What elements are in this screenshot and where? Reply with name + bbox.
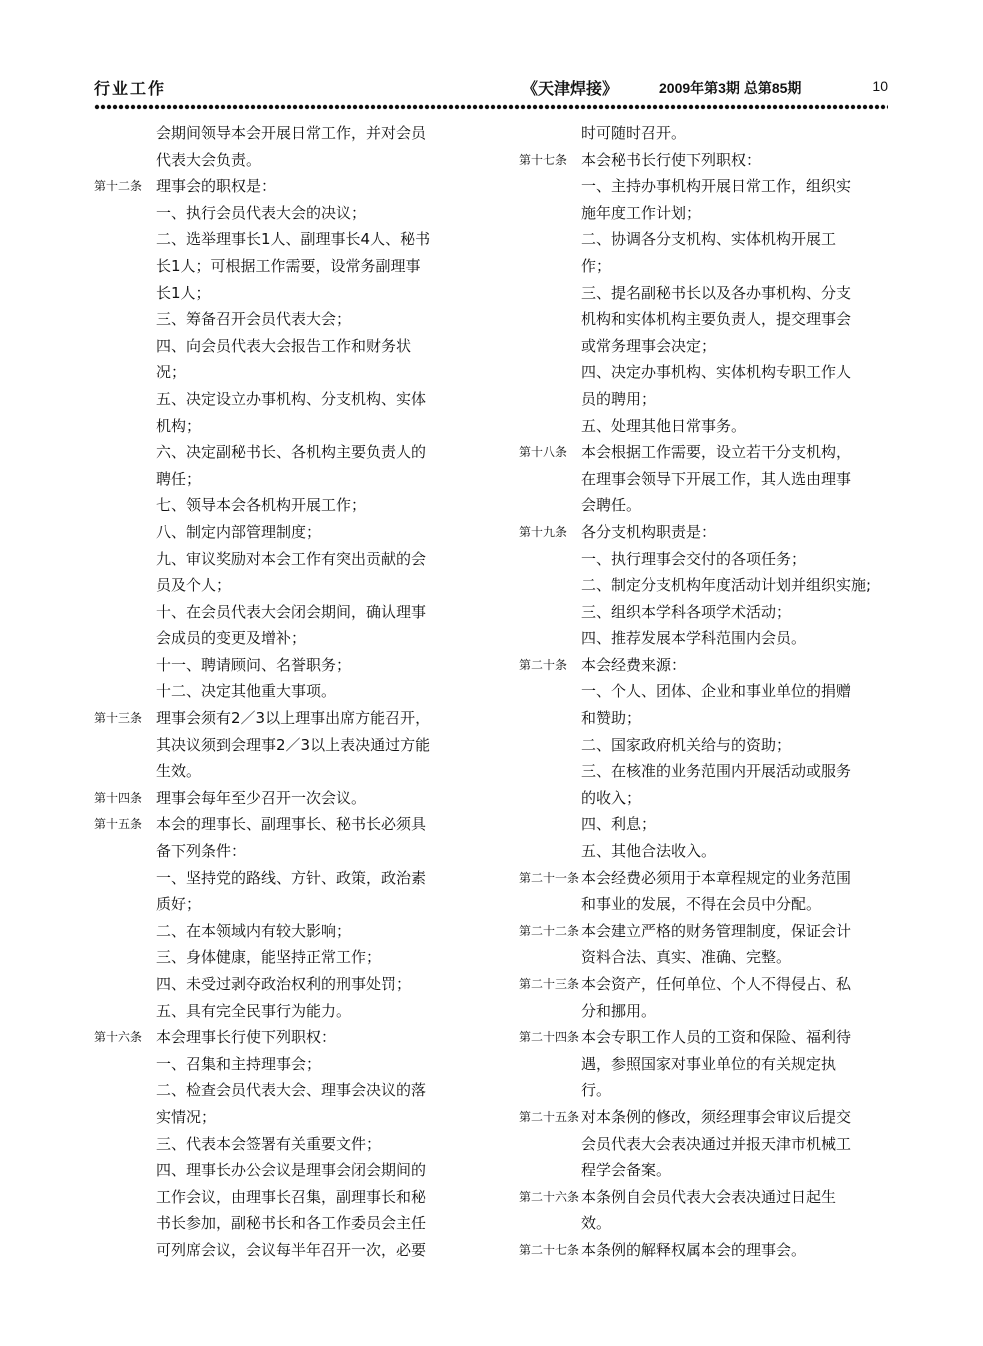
text-line xyxy=(519,599,899,626)
article-text: 员的聘用； xyxy=(581,389,657,408)
article-text: 理事会每年至少召开一次会议。 xyxy=(156,788,367,807)
text-line xyxy=(94,811,474,838)
article-text: 本会经费来源： xyxy=(581,655,687,674)
article-text: 本条例自会员代表大会表决通过日起生 xyxy=(581,1187,837,1206)
article-text: 会成员的变更及增补； xyxy=(156,629,307,648)
article-text: 理事会的职权是： xyxy=(156,177,277,196)
article-text: 四、向会员代表大会报告工作和财务状 xyxy=(156,336,412,355)
article-text: 效。 xyxy=(581,1214,612,1233)
text-line xyxy=(94,944,474,971)
text-line xyxy=(519,1184,899,1211)
article-text: 本会根据工作需要，设立若干分支机构， xyxy=(581,443,852,462)
article-text: 分和挪用。 xyxy=(581,1001,657,1020)
article-text: 本会建立严格的财务管理制度，保证会计 xyxy=(581,921,852,940)
text-line xyxy=(519,1131,899,1158)
article-text: 二、选举理事长1人、副理事长4人、秘书 xyxy=(156,230,431,249)
text-line xyxy=(94,705,474,732)
article-text: 二、协调各分支机构、实体机构开展工 xyxy=(581,230,837,249)
article-number: 第二十条 xyxy=(519,657,568,672)
text-line xyxy=(94,147,474,174)
article-number: 第二十五条 xyxy=(519,1109,580,1124)
article-text: 五、其他合法收入。 xyxy=(581,842,717,861)
text-line xyxy=(519,333,899,360)
article-text: 机构； xyxy=(156,416,202,435)
section-title: 行业工作 xyxy=(94,79,167,98)
text-line xyxy=(94,546,474,573)
article-text: 长1人；可根据工作需要，设常务副理事 xyxy=(156,256,421,275)
article-text: 机构和实体机构主要负责人，提交理事会 xyxy=(581,310,852,329)
text-line xyxy=(519,546,899,573)
article-text: 和事业的发展，不得在会员中分配。 xyxy=(581,895,822,914)
article-text: 二、制定分支机构年度活动计划并组织实施; xyxy=(581,576,872,595)
text-line xyxy=(94,998,474,1025)
article-text: 六、决定副秘书长、各机构主要负责人的 xyxy=(156,443,427,462)
text-line xyxy=(94,1157,474,1184)
text-line xyxy=(519,705,899,732)
text-line xyxy=(519,758,899,785)
article-text: 行。 xyxy=(581,1081,612,1100)
text-line xyxy=(94,413,474,440)
text-line xyxy=(94,1131,474,1158)
text-line xyxy=(94,439,474,466)
article-text: 九、审议奖励对本会工作有突出贡献的会 xyxy=(156,549,427,568)
article-text: 四、未受过剥夺政治权利的刑事处罚； xyxy=(156,975,412,993)
text-line xyxy=(519,1104,899,1131)
article-number: 第十七条 xyxy=(519,152,568,167)
text-line xyxy=(519,971,899,998)
article-text: 工作会议，由理事长召集，副理事长和秘 xyxy=(156,1187,427,1206)
text-line xyxy=(94,173,474,200)
article-text: 本会经费必须用于本章程规定的业务范围 xyxy=(581,868,852,887)
article-text: 三、提名副秘书长以及各办事机构、分支 xyxy=(581,283,852,302)
text-line xyxy=(519,280,899,307)
text-line xyxy=(519,1077,899,1104)
article-number: 第二十二条 xyxy=(519,923,580,938)
text-line xyxy=(94,386,474,413)
text-line xyxy=(94,466,474,493)
article-text: 备下列条件： xyxy=(156,842,247,861)
text-line xyxy=(94,599,474,626)
text-line xyxy=(519,1024,899,1051)
article-text: 五、具有完全民事行为能力。 xyxy=(156,1001,352,1020)
text-line xyxy=(519,386,899,413)
text-line xyxy=(519,785,899,812)
article-text: 理事会须有2／3以上理事出席方能召开， xyxy=(156,709,431,728)
text-line xyxy=(94,1237,474,1264)
text-line xyxy=(519,492,899,519)
text-line xyxy=(94,758,474,785)
article-text: 代表大会负责。 xyxy=(156,150,262,169)
text-line xyxy=(94,253,474,280)
text-line xyxy=(519,253,899,280)
text-line xyxy=(94,200,474,227)
text-line xyxy=(519,1237,899,1264)
text-line xyxy=(94,359,474,386)
article-text: 十一、聘请顾问、名誉职务； xyxy=(156,655,352,674)
article-text: 对本条例的修改，须经理事会审议后提交 xyxy=(581,1107,852,1126)
text-line xyxy=(94,1077,474,1104)
article-text: 二、检查会员代表大会、理事会决议的落 xyxy=(156,1081,427,1100)
text-line xyxy=(519,519,899,546)
text-line xyxy=(94,865,474,892)
text-line xyxy=(519,944,899,971)
article-text: 一、主持办事机构开展日常工作，组织实 xyxy=(581,177,852,196)
article-text: 在理事会领导下开展工作，其人选由理事 xyxy=(581,469,852,488)
article-text: 十二、决定其他重大事项。 xyxy=(156,682,337,701)
article-text: 况； xyxy=(156,363,187,382)
text-line xyxy=(519,652,899,679)
text-line xyxy=(519,200,899,227)
text-line xyxy=(519,359,899,386)
article-text: 四、理事长办公会议是理事会闭会期间的 xyxy=(156,1161,427,1180)
text-line xyxy=(519,173,899,200)
text-line xyxy=(519,865,899,892)
article-text: 一、召集和主持理事会； xyxy=(156,1054,322,1073)
article-text: 三、代表本会签署有关重要文件； xyxy=(156,1134,382,1153)
article-number: 第十三条 xyxy=(94,711,143,726)
article-text: 一、个人、团体、企业和事业单位的捐赠 xyxy=(581,682,852,701)
text-line xyxy=(94,572,474,599)
text-line xyxy=(519,306,899,333)
article-number: 第十五条 xyxy=(94,817,143,832)
article-text: 一、执行会员代表大会的决议； xyxy=(156,203,367,222)
article-text: 员及个人； xyxy=(156,576,232,595)
left-column xyxy=(94,120,474,1264)
text-line xyxy=(94,732,474,759)
article-text: 长1人； xyxy=(156,283,211,302)
article-text: 本会的理事长、副理事长、秘书长必须具 xyxy=(156,815,427,834)
page-header xyxy=(94,74,888,104)
article-text: 作； xyxy=(581,256,612,275)
text-line xyxy=(94,625,474,652)
text-line xyxy=(94,1051,474,1078)
text-line xyxy=(519,147,899,174)
text-line xyxy=(519,625,899,652)
text-line xyxy=(519,466,899,493)
text-line xyxy=(94,891,474,918)
text-line xyxy=(94,838,474,865)
article-text: 会期间领导本会开展日常工作，并对会员 xyxy=(156,124,427,142)
text-line xyxy=(519,120,899,147)
article-text: 书长参加，副秘书长和各工作委员会主任 xyxy=(156,1214,427,1233)
text-line xyxy=(519,413,899,440)
text-line xyxy=(94,652,474,679)
article-number: 第十八条 xyxy=(519,445,568,460)
article-number: 第十九条 xyxy=(519,524,568,539)
article-text: 本会理事长行使下列职权： xyxy=(156,1028,337,1047)
text-line xyxy=(94,333,474,360)
article-number: 第二十三条 xyxy=(519,977,580,991)
article-text: 遇，参照国家对事业单位的有关规定执 xyxy=(581,1054,837,1073)
article-text: 其决议须到会理事2／3以上表决通过方能 xyxy=(156,735,431,754)
text-line xyxy=(94,519,474,546)
article-text: 会员代表大会表决通过并报天津市机械工 xyxy=(581,1134,852,1153)
page-number: 10 xyxy=(872,78,888,94)
article-text: 生效。 xyxy=(156,762,202,781)
article-text: 八、制定内部管理制度； xyxy=(156,522,322,541)
article-text: 的收入； xyxy=(581,788,642,807)
article-number: 第二十六条 xyxy=(519,1189,580,1204)
article-text: 四、利息； xyxy=(581,815,657,834)
article-text: 施年度工作计划； xyxy=(581,203,702,222)
text-line xyxy=(94,492,474,519)
article-text: 聘任； xyxy=(156,469,202,488)
text-line xyxy=(94,1184,474,1211)
article-text: 一、坚持党的路线、方针、政策，政治素 xyxy=(156,868,427,887)
text-line xyxy=(94,1104,474,1131)
text-line xyxy=(94,971,474,998)
article-text: 质好； xyxy=(156,895,202,914)
text-line xyxy=(94,678,474,705)
text-line xyxy=(519,678,899,705)
article-text: 三、筹备召开会员代表大会； xyxy=(156,310,352,329)
article-text: 各分支机构职责是： xyxy=(581,522,717,541)
text-line xyxy=(519,1051,899,1078)
text-line xyxy=(519,572,899,599)
text-line xyxy=(519,918,899,945)
article-number: 第十二条 xyxy=(94,179,143,194)
article-text: 本会专职工作人员的工资和保险、福利待 xyxy=(581,1028,852,1047)
article-number: 第二十七条 xyxy=(519,1242,580,1257)
article-text: 本会资产，任何单位、个人不得侵占、私 xyxy=(581,975,852,993)
article-text: 可列席会议，会议每半年召开一次，必要 xyxy=(156,1240,427,1259)
article-text: 二、国家政府机关给与的资助； xyxy=(581,735,792,754)
article-text: 实情况； xyxy=(156,1107,217,1126)
text-line xyxy=(519,1210,899,1237)
text-line xyxy=(519,891,899,918)
article-text: 三、身体健康，能坚持正常工作； xyxy=(156,948,382,967)
article-text: 时可随时召开。 xyxy=(581,124,687,142)
text-line xyxy=(94,785,474,812)
text-line xyxy=(94,280,474,307)
article-text: 会聘任。 xyxy=(581,496,642,515)
article-number: 第二十一条 xyxy=(519,870,580,885)
text-line xyxy=(519,998,899,1025)
article-text: 四、决定办事机构、实体机构专职工作人 xyxy=(581,363,852,382)
article-text: 四、推荐发展本学科范围内会员。 xyxy=(581,629,807,648)
article-text: 二、在本领域内有较大影响； xyxy=(156,921,352,940)
text-line xyxy=(94,1024,474,1051)
right-column xyxy=(519,120,899,1264)
header-dotted-rule xyxy=(94,104,888,110)
article-text: 三、在核准的业务范围内开展活动或服务 xyxy=(581,762,852,781)
text-line xyxy=(519,732,899,759)
text-line xyxy=(94,226,474,253)
article-text: 十、在会员代表大会闭会期间，确认理事 xyxy=(156,602,427,621)
article-text: 和赞助； xyxy=(581,709,642,728)
text-line xyxy=(94,306,474,333)
text-line xyxy=(519,811,899,838)
text-line xyxy=(94,1210,474,1237)
article-text: 或常务理事会决定； xyxy=(581,336,717,355)
text-line xyxy=(519,439,899,466)
article-text: 本条例的解释权属本会的理事会。 xyxy=(581,1240,807,1259)
article-text: 五、决定设立办事机构、分支机构、实体 xyxy=(156,389,427,408)
text-line xyxy=(94,918,474,945)
article-number: 第十四条 xyxy=(94,790,143,805)
text-line xyxy=(94,120,474,147)
article-text: 七、领导本会各机构开展工作； xyxy=(156,496,367,515)
article-number: 第二十四条 xyxy=(519,1030,580,1045)
text-line xyxy=(519,1157,899,1184)
article-text: 一、执行理事会交付的各项任务； xyxy=(581,549,807,568)
article-number: 第十六条 xyxy=(94,1030,143,1045)
text-line xyxy=(519,838,899,865)
article-text: 本会秘书长行使下列职权： xyxy=(581,150,762,169)
magazine-title: 《天津焊接》 xyxy=(522,79,619,98)
article-text: 五、处理其他日常事务。 xyxy=(581,416,747,435)
text-line xyxy=(519,226,899,253)
article-text: 三、组织本学科各项学术活动； xyxy=(581,602,792,621)
issue-info: 2009年第3期 总第85期 xyxy=(659,80,802,96)
article-text: 资料合法、真实、准确、完整。 xyxy=(581,948,792,967)
article-text: 程学会备案。 xyxy=(581,1161,672,1180)
